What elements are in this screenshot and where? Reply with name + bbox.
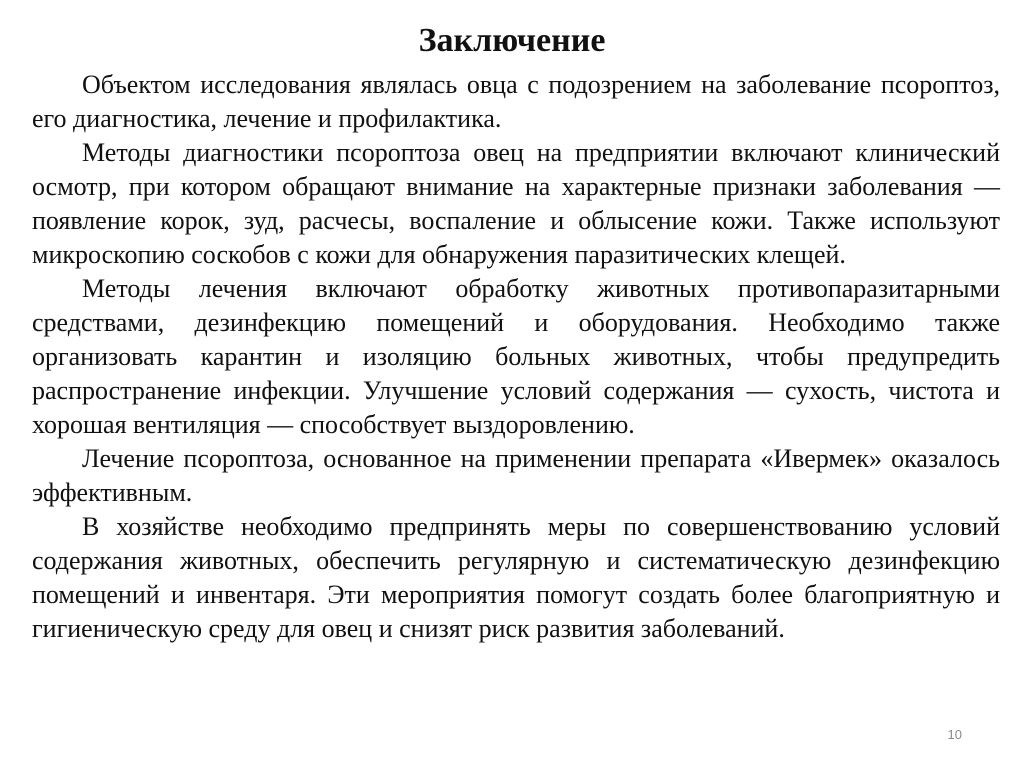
conclusion-body [32,68,1000,646]
paragraph-recommendations: В хозяйстве необходимо предпринять меры по совершенствованию условий содержания животных, обеспечить регулярную и систематическую дезинфекцию помещений и инвентаря. Эти мероприятия помогут создать более благоприятную и гигиеническую среду для овец и снизят риск развития заболеваний. [32,512,1000,643]
paragraph-diagnostics: Методы диагностики псороптоза овец на предприятии включают клинический осмотр, при котором обращают внимание на характерные признаки заболевания — появление корок, зуд, расчесы, воспаление и облысение кожи. Также используют микроскопию соскобов с кожи для обнаружения паразитических клещей. [32,138,1000,269]
paragraph-research-object: Объектом исследования являлась овца с подозрением на заболевание псороптоз, его диагностика, лечение и профилактика. [32,70,1000,133]
slide-title: Заключение [418,22,606,59]
page-number: 10 [947,727,962,742]
paragraph-ivermek-result: Лечение псороптоза, основанное на применении препарата «Ивермек» оказалось эффективным. [32,444,1000,507]
paragraph-treatment-methods: Методы лечения включают обработку животных противопаразитарными средствами, дезинфекцию помещений и оборудования. Необходимо также организовать карантин и изоляцию больных животных, чтобы предупредить распространение инфекции. Улучшение условий содержания — сухость, чистота и хорошая вентиляция — способствует выздоровлению. [32,274,1000,439]
